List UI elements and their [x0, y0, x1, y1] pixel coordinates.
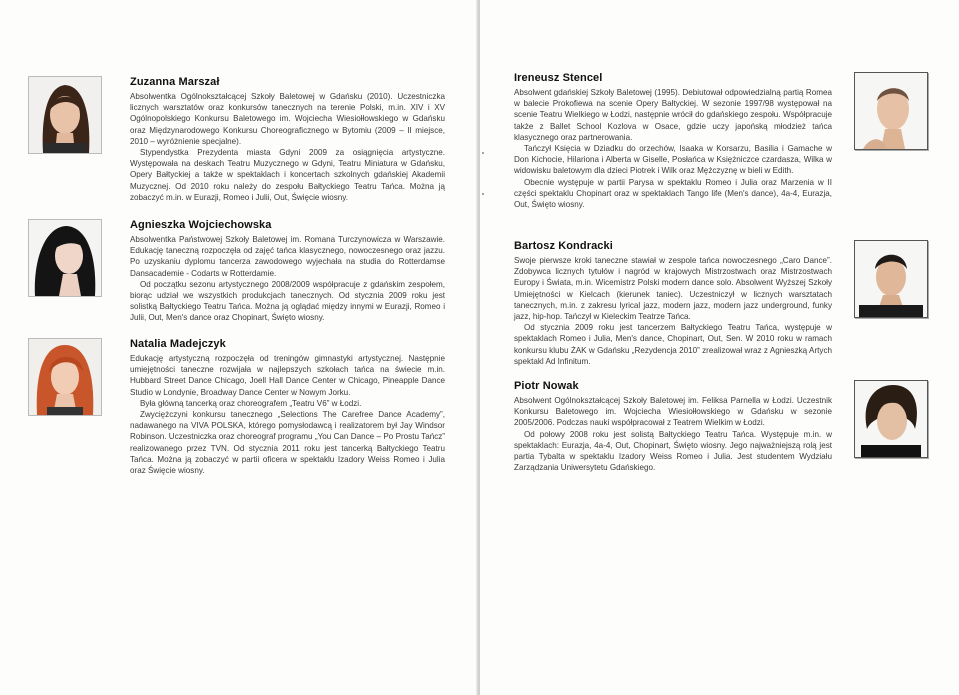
bio-paragraph: Zwyciężczyni konkursu tanecznego „Selections The Carefree Dance Academy”, nadawanego na VIVA POLSKA, którego pomysłodawcą i realizatorem był Jay Windsor Robinson. Uczestniczka oraz choreograf programu „You Can Dance – Po Prostu Tańcz” realizowanego przez TVN. Od stycznia 2011 roku jest tancerką Bałtyckiego Teatru Tańca. Można ją zobaczyć w partii oficera w spektaklu Izadory Weiss Romeo i Julia oraz Święcie wiosny.: [130, 410, 445, 476]
bio-paragraph: Była główną tancerką oraz choreografem „Teatru V6” w Łodzi.: [140, 398, 362, 408]
bio-name: Piotr Nowak: [514, 380, 579, 392]
bio-ireneusz-stencel: [514, 72, 832, 210]
portrait-zuzanna-marszal: [28, 76, 102, 154]
left-page: [0, 0, 478, 695]
bio-name: Ireneusz Stencel: [514, 72, 603, 84]
portrait-agnieszka-wojciechowska: [28, 219, 102, 297]
bio-bartosz-kondracki: [514, 240, 832, 367]
margin-mark: [482, 152, 484, 154]
bio-paragraph: Od połowy 2008 roku jest solistą Bałtyckiego Teatru Tańca. Występuje m.in. w spektaklach: Eurazja, 4a-4, Out, Chopinart, Święto wiosny. Jego najważniejszą rolą jest partia Tybalta w spektaklu Izadory Weiss Romeo i Julia. Jest studentem Wydziału Zarządzania Uniwersytetu Gdańskiego.: [514, 429, 832, 473]
bio-paragraph: Absolwent gdańskiej Szkoły Baletowej (1995). Debiutował odpowiedzialną partią Romea w balecie Prokofiewa na scenie Opery Bałtyckiej. W sezonie 1997/98 występował na scenie Teatru Wielkiego w Łodzi, następnie wrócił do gdańskiego zespołu. Współpracuje także z Ballet School Kozlova w Osace, gdzie uczy japońską młodzież tańca klasycznego oraz partnerowania.: [514, 88, 832, 142]
bio-paragraph: Tańczył Księcia w Dziadku do orzechów, Isaaka w Korsarzu, Basilia i Gamache w Don Kichocie, Hilariona i Alberta w Giselle, Posłańca w Księżniczce czardasza, Wilka w widowisku baletowym dla dzieci Piotrek i Wilk oraz Mężczyznę w bieli w Edith.: [514, 144, 832, 176]
bio-agnieszka-wojciechowska: [130, 219, 445, 324]
bio-paragraph: Od początku sezonu artystycznego 2008/2009 współpracuje z gdańskim zespołem, biorąc udział we wszystkich produkcjach tanecznych. Od stycznia 2009 roku jest solistką Bałtyckiego Teatru Tańca. Można ją oglądać między innymi w Eurazji, Romeo i Julii, Out, Men's dance oraz Chopinart, Święto wiosny.: [130, 279, 445, 323]
portrait-ireneusz-stencel: [854, 72, 928, 150]
bio-natalia-madejczyk: [130, 338, 445, 476]
bio-zuzanna-marszal: [130, 76, 445, 203]
bio-paragraph: Edukację artystyczną rozpoczęła od treningów gimnastyki artystycznej. Następnie umiejętności taneczne rozwijała w najlepszych szkołach tańca na świecie m.in. Hubbard Street Dance Chicago, Joell Hall Dance Center w Chicago, Pineapple Dance Studio w Londynie, Broadway Dance Center w Nowym Jorku.: [130, 354, 445, 397]
bio-paragraph: Absolwentka Ogólnokształcącej Szkoły Baletowej w Gdańsku (2010). Uczestniczka licznych warsztatów oraz konkursów tanecznych na terenie Polski, m.in. XIV i XV Ogólnopolskiego Konkursu Baletowego im. Wojciecha Wiesiołłowskiego w Gdańsku oraz Międzynarodowego Konkursu Choreograficznego w Bytomiu (2009 – II miejsce, 2010 – wyróżnienie specjalne).: [130, 92, 445, 146]
bio-name: Zuzanna Marszał: [130, 76, 220, 88]
bio-name: Agnieszka Wojciechowska: [130, 219, 272, 231]
bio-paragraph: Absolwentka Państwowej Szkoły Baletowej im. Romana Turczynowicza w Warszawie. Edukację taneczną rozpoczęła od zajęć tańca klasycznego, nowoczesnego oraz jazzu. Po uzyskaniu dyplomu tancerza zawodowego wyjechała na studia do Rotterdamse Dansacademie - Codarts w Rotterdamie.: [130, 235, 445, 278]
bio-paragraph: Obecnie występuje w partii Parysa w spektaklu Romeo i Julia oraz Marzenia w II części spektaklu Chopinart oraz w spektaklach Tango life (Men's dance), 4a-4, Eurazja, Out, Święto wiosny.: [514, 177, 832, 210]
bio-paragraph: Swoje pierwsze kroki taneczne stawiał w zespole tańca nowoczesnego „Caro Dance”. Zdobywca licznych tytułów i nagród w krajowych Mistrzostwach oraz Mistrzostwach Europy i Świata, m.in. Wicemistrz Polski modern dance solo. Absolwent Wyższej Szkoły Umiejętności w Kielcach (kierunek taniec). Uczestniczył w licznych warsztatach tanecznych, m.in. z zakresu lyrical jazz, modern jazz, modern jazz underground, funky jazz, hip-hop. Tańczył w Kieleckim Teatrze Tańca.: [514, 256, 832, 322]
bio-paragraph: Absolwent Ogólnokształcącej Szkoły Baletowej im. Feliksa Parnella w Łodzi. Uczestnik Konkursu Baletowego im. Wojciecha Wiesiołłowskiego w Gdańsku w sezonie 2005/2006. Podczas nauki współpracował z Teatrem Wielkim w Łodzi.: [514, 396, 832, 428]
portrait-bartosz-kondracki: [854, 240, 928, 318]
margin-mark: [482, 193, 484, 195]
bio-name: Bartosz Kondracki: [514, 240, 613, 252]
bio-paragraph: Stypendystka Prezydenta miasta Gdyni 2009 za osiągnięcia artystyczne. Występowała na deskach Teatru Muzycznego w Gdyni, Teatru Miniatura w Gdańsku, Opery Bałtyckiej a także w spektaklach i koncertach szkolnych gdańskiej Akademii Muzycznej. Od 2010 roku należy do zespołu Bałtyckiego Teatru Tańca. Można ją zobaczyć m.in. w Eurazji, Romeo i Julii, Out, Święcie wiosny.: [130, 148, 445, 202]
bio-name: Natalia Madejczyk: [130, 338, 226, 350]
right-page: [480, 0, 959, 695]
portrait-piotr-nowak: [854, 380, 928, 458]
portrait-natalia-madejczyk: [28, 338, 102, 416]
bio-piotr-nowak: [514, 380, 832, 473]
bio-paragraph: Od stycznia 2009 roku jest tancerzem Bałtyckiego Teatru Tańca, występuje w spektaklach Romeo i Julia, Men's dance, Chopinart, Out, Sen. W 2010 roku w ramach konkursu klubu ŻAK w Gdańsku „Rezydencja 2010” zrealizował wraz z Agnieszką Artych spektakl Ad Infinitum.: [514, 323, 832, 366]
